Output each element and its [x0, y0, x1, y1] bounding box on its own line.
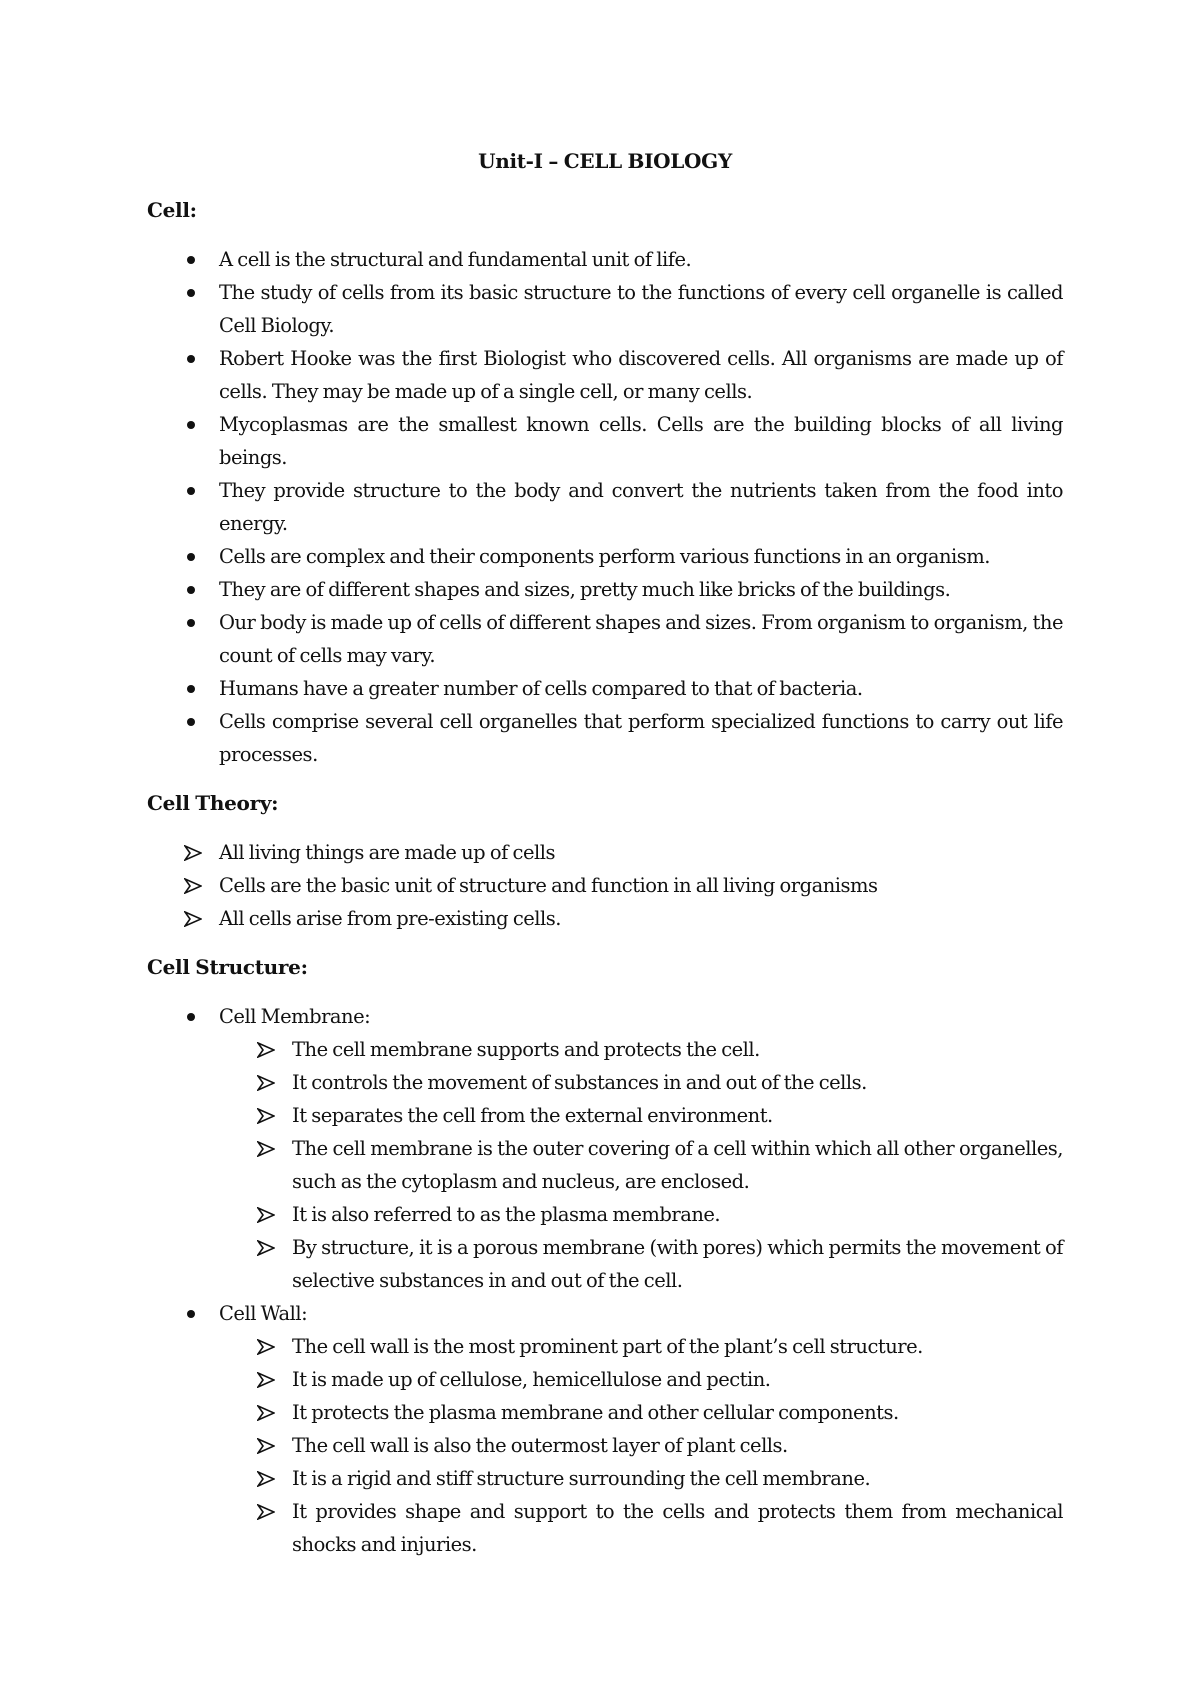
list-item	[147, 672, 1063, 705]
list-item-text: It provides shape and support to the cells and protects them from mechanical shocks and injuries.	[292, 1500, 1063, 1556]
list-item-text: Cells are complex and their components perform various functions in an organism.	[219, 545, 990, 568]
list-item-text: A cell is the structural and fundamental unit of life.	[219, 248, 692, 271]
sub-list-item	[147, 1495, 1063, 1561]
list-item-text: The cell wall is the most prominent part of the plant’s cell structure.	[292, 1335, 923, 1358]
list-item-text: It is also referred to as the plasma membrane.	[292, 1203, 721, 1226]
bullet-dot-icon	[187, 355, 195, 363]
list-item	[147, 474, 1063, 540]
arrow-bullet-icon	[257, 1207, 275, 1223]
sub-list-item	[147, 1363, 1063, 1396]
section-heading-cell-structure: Cell Structure:	[147, 955, 308, 979]
list-item-text: The cell membrane is the outer covering of a cell within which all other organelles, such as the cytoplasm and nucleus, are enclosed.	[292, 1137, 1063, 1193]
list-item-cell-membrane	[147, 1000, 1063, 1033]
list-item-text: The cell wall is also the outermost layer of plant cells.	[292, 1434, 788, 1457]
arrow-bullet-icon	[184, 911, 202, 927]
section-heading-cell: Cell:	[147, 198, 197, 222]
sub-list-item	[147, 1132, 1063, 1198]
list-item	[147, 606, 1063, 672]
sub-list-item	[147, 1330, 1063, 1363]
list-item	[147, 902, 1063, 935]
list-item-text: They are of different shapes and sizes, pretty much like bricks of the buildings.	[219, 578, 951, 601]
cell-wall-sub-list	[147, 1330, 1063, 1561]
bullet-dot-icon	[187, 421, 195, 429]
list-item-text: All cells arise from pre-existing cells.	[219, 907, 561, 930]
sub-list-item	[147, 1198, 1063, 1231]
arrow-bullet-icon	[257, 1405, 275, 1421]
arrow-bullet-icon	[257, 1339, 275, 1355]
list-item-text: It separates the cell from the external environment.	[292, 1104, 773, 1127]
list-item-text: Cells comprise several cell organelles that perform specialized functions to carry out life processes.	[219, 710, 1063, 766]
list-item-text: Cell Wall:	[219, 1302, 308, 1325]
arrow-bullet-icon	[257, 1075, 275, 1091]
bullet-dot-icon	[187, 619, 195, 627]
bullet-dot-icon	[187, 256, 195, 264]
list-item	[147, 705, 1063, 771]
list-item-text: By structure, it is a porous membrane (with pores) which permits the movement of selective substances in and out of the cell.	[292, 1236, 1063, 1292]
arrow-bullet-icon	[257, 1141, 275, 1157]
list-item	[147, 836, 1063, 869]
bullet-dot-icon	[187, 718, 195, 726]
list-item	[147, 408, 1063, 474]
list-item-text: Cells are the basic unit of structure and function in all living organisms	[219, 874, 878, 897]
cell-structure-list	[147, 1000, 1063, 1561]
list-item	[147, 342, 1063, 408]
sub-list-item	[147, 1396, 1063, 1429]
sub-list-item	[147, 1066, 1063, 1099]
bullet-dot-icon	[187, 553, 195, 561]
sub-list-item	[147, 1429, 1063, 1462]
list-item-text: Cell Membrane:	[219, 1005, 371, 1028]
list-item-text: The study of cells from its basic structure to the functions of every cell organelle is called Cell Biology.	[219, 281, 1063, 337]
list-item-text: The cell membrane supports and protects the cell.	[292, 1038, 760, 1061]
arrow-bullet-icon	[257, 1240, 275, 1256]
list-item-text: It is made up of cellulose, hemicellulose and pectin.	[292, 1368, 771, 1391]
cell-list	[147, 243, 1063, 771]
list-item-text: Robert Hooke was the first Biologist who discovered cells. All organisms are made up of cells. They may be made up of a single cell, or many cells.	[219, 347, 1063, 403]
section-heading-cell-theory: Cell Theory:	[147, 791, 279, 815]
arrow-bullet-icon	[184, 845, 202, 861]
list-item-text: All living things are made up of cells	[219, 841, 555, 864]
arrow-bullet-icon	[257, 1372, 275, 1388]
list-item	[147, 276, 1063, 342]
arrow-bullet-icon	[257, 1471, 275, 1487]
list-item-text: It protects the plasma membrane and other cellular components.	[292, 1401, 899, 1424]
bullet-dot-icon	[187, 1310, 195, 1318]
bullet-dot-icon	[187, 289, 195, 297]
sub-list-item	[147, 1231, 1063, 1297]
list-item-text: Humans have a greater number of cells compared to that of bacteria.	[219, 677, 863, 700]
document-content	[147, 145, 1063, 1561]
list-item	[147, 243, 1063, 276]
list-item-text: Mycoplasmas are the smallest known cells. Cells are the building blocks of all living beings.	[219, 413, 1063, 469]
list-item	[147, 573, 1063, 606]
bullet-dot-icon	[187, 487, 195, 495]
sub-list-item	[147, 1033, 1063, 1066]
sub-list-container	[147, 1033, 1063, 1297]
arrow-bullet-icon	[257, 1042, 275, 1058]
list-item-cell-wall	[147, 1297, 1063, 1330]
list-item-text: It controls the movement of substances in and out of the cells.	[292, 1071, 867, 1094]
sub-list-item	[147, 1462, 1063, 1495]
arrow-bullet-icon	[257, 1504, 275, 1520]
cell-membrane-sub-list	[147, 1033, 1063, 1297]
list-item-text: They provide structure to the body and convert the nutrients taken from the food into energy.	[219, 479, 1063, 535]
cell-theory-list	[147, 836, 1063, 935]
list-item-text: It is a rigid and stiff structure surrounding the cell membrane.	[292, 1467, 871, 1490]
bullet-dot-icon	[187, 586, 195, 594]
sub-list-item	[147, 1099, 1063, 1132]
arrow-bullet-icon	[184, 878, 202, 894]
list-item	[147, 540, 1063, 573]
arrow-bullet-icon	[257, 1108, 275, 1124]
list-item-text: Our body is made up of cells of different shapes and sizes. From organism to organism, the count of cells may vary.	[219, 611, 1063, 667]
list-item	[147, 869, 1063, 902]
document-title: Unit-I – CELL BIOLOGY	[478, 149, 732, 173]
bullet-dot-icon	[187, 1013, 195, 1021]
arrow-bullet-icon	[257, 1438, 275, 1454]
sub-list-container	[147, 1330, 1063, 1561]
bullet-dot-icon	[187, 685, 195, 693]
